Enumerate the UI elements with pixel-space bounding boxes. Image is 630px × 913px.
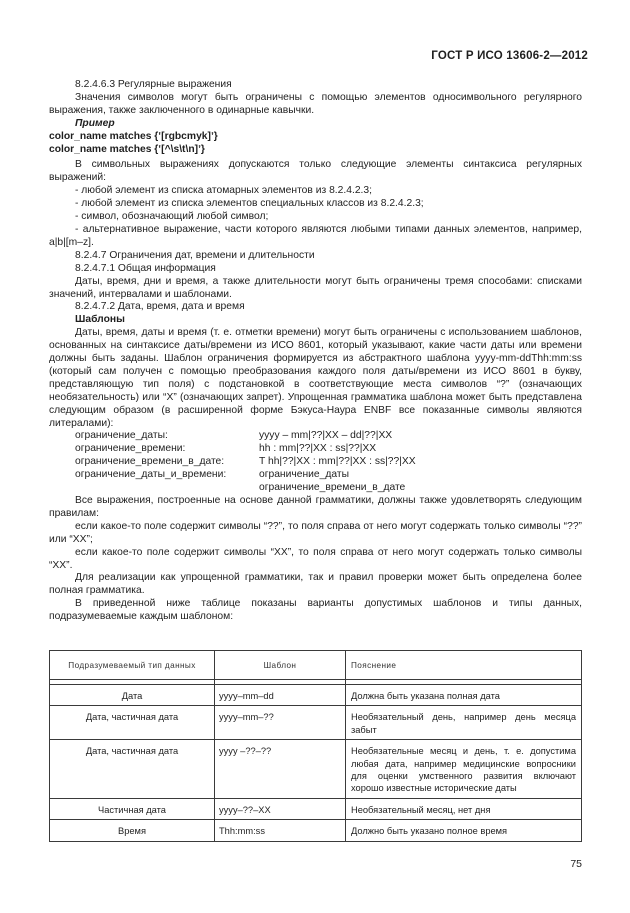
code-line: color_name matches {ʽ[rgbcmyk]ʼ} [49,130,218,142]
paragraph: Значения символов могут быть ограничены с помощью элементов односимвольного регулярного выражения, также заключенного в одинарные кавычки. [49,91,582,116]
paragraph: В символьных выражениях допускаются только следующие элементы синтаксиса регулярных выражений: [49,159,582,184]
list-item: - символ, обозначающий любой символ; [75,211,269,223]
section-heading-82463: 8.2.4.6.3 Регулярные выражения [75,79,232,90]
grammar-rule: hh : mm|??|XX : ss|??|XX [259,443,377,455]
table-cell-type: Дата [50,685,215,706]
column-header: Пояснение [346,651,582,680]
table-cell-note: Необязательный месяц, нет дня [346,798,582,819]
table-cell-template: yyyy –??–?? [215,740,346,799]
list-item: - альтернативное выражение, части которого являются любыми типами данных элементов, например, a|b|[m–z]. [49,223,582,248]
table-cell-note: Необязательный день, например день месяца забыт [346,706,582,740]
section-heading-8247: 8.2.4.7 Ограничения дат, времени и длительности [75,249,315,261]
paragraph: если какое-то поле содержит символы “XX”, то поля справа от него могут содержать только символы “XX”. [49,546,582,571]
table-header-row [50,651,582,680]
subheading-templates: Шаблоны [75,314,125,326]
templates-table [49,650,582,842]
grammar-rule: T hh|??|XX : mm|??|XX : ss|??|XX [259,456,416,468]
grammar-row [75,456,582,469]
paragraph: Все выражения, построенные на основе данной грамматики, должны также удовлетворять следующим правилам: [49,495,582,519]
paragraph: если какое-то поле содержит символы “??”, то поля справа от него могут содержать только символы “??” или “XX”; [49,520,582,545]
table-cell-note: Должна быть указана полная дата [346,685,582,706]
table-cell-type: Частичная дата [50,798,215,819]
paragraph: Даты, время, даты и время (т. е. отметки времени) могут быть ограничены с использованием шаблонов, основанных на синтаксисе даты/времени из ИСО 8601, который указывают, какие части даты или времени должны быть заданы. Шаблон ограничения формируется из абстрактного шаблона yyyy-mm-ddThh:mm:ss (который сам получен с помощью преобразования каждого поля даты/времени из ИСО 8601 в букву, представляющую тип поля) с подстановкой в соответствующие места символов “?” (означающих необязательность) или “X” (означающих запрет). Упрощенная грамматика шаблона может быть представлена следующим образом (в расширенной форме Бэкуса-Наура ENBF все показанные символы являются литералами): [49,327,582,429]
table-cell-type: Время [50,820,215,841]
grammar-rule: ограничение_даты [259,469,349,481]
table-row [50,685,582,706]
table-cell-template: yyyy–??–XX [215,798,346,819]
table-row [50,706,582,740]
code-line: color_name matches {ʽ[^\s\t\n]ʼ} [49,143,205,155]
grammar-block [49,430,582,495]
example-title: Пример [75,117,115,129]
grammar-row [75,469,582,482]
table-cell-type: Дата, частичная дата [50,740,215,799]
table-row [50,798,582,819]
table-cell-note: Должно быть указано полное время [346,820,582,841]
column-header: Шаблон [215,651,346,680]
table-cell-template: Thh:mm:ss [215,820,346,841]
grammar-row [75,443,582,456]
grammar-row [75,482,582,495]
paragraph: Даты, время, дни и время, а также длительности могут быть ограничены тремя способами: списками значений, интервалами и шаблонами. [49,275,582,300]
section-heading-82471: 8.2.4.7.1 Общая информация [75,262,216,274]
paragraph: В приведенной ниже таблице показаны варианты допустимых шаблонов и типы данных, подразумеваемые каждым шаблоном: [49,598,582,623]
grammar-row [75,430,582,443]
table-cell-note: Необязательные месяц и день, т. е. допустима любая дата, например медицинские вопросники для оценки умственного развития включают хорошо известные исторические даты [346,740,582,799]
main-text [49,79,582,624]
grammar-name [75,482,259,495]
paragraph: Для реализации как упрощенной грамматики, так и правил проверки может быть определена более полная грамматика. [49,572,582,597]
grammar-name: ограничение_даты_и_времени: [75,469,227,481]
section-heading-82472: 8.2.4.7.2 Дата, время, дата и время [75,301,245,313]
grammar-rule: yyyy – mm|??|XX – dd|??|XX [259,430,393,442]
table-row [50,820,582,841]
table-cell-template: yyyy–mm–dd [215,685,346,706]
standard-header: ГОСТ Р ИСО 13606-2—2012 [431,50,588,62]
table-row [50,740,582,799]
table-cell-type: Дата, частичная дата [50,706,215,740]
page-number: 75 [570,858,582,870]
grammar-name: ограничение_даты: [75,430,168,442]
list-item: - любой элемент из списка элементов специальных классов из 8.2.4.2.3; [75,198,424,210]
grammar-name: ограничение_времени_в_дате: [75,456,225,468]
table-cell-template: yyyy–mm–?? [215,706,346,740]
column-header: Подразумеваемый тип данных [50,651,215,680]
grammar-name: ограничение_времени: [75,443,186,455]
grammar-rule: ограничение_времени_в_дате [259,482,406,494]
list-item: - любой элемент из списка атомарных элементов из 8.2.4.2.3; [75,185,373,197]
